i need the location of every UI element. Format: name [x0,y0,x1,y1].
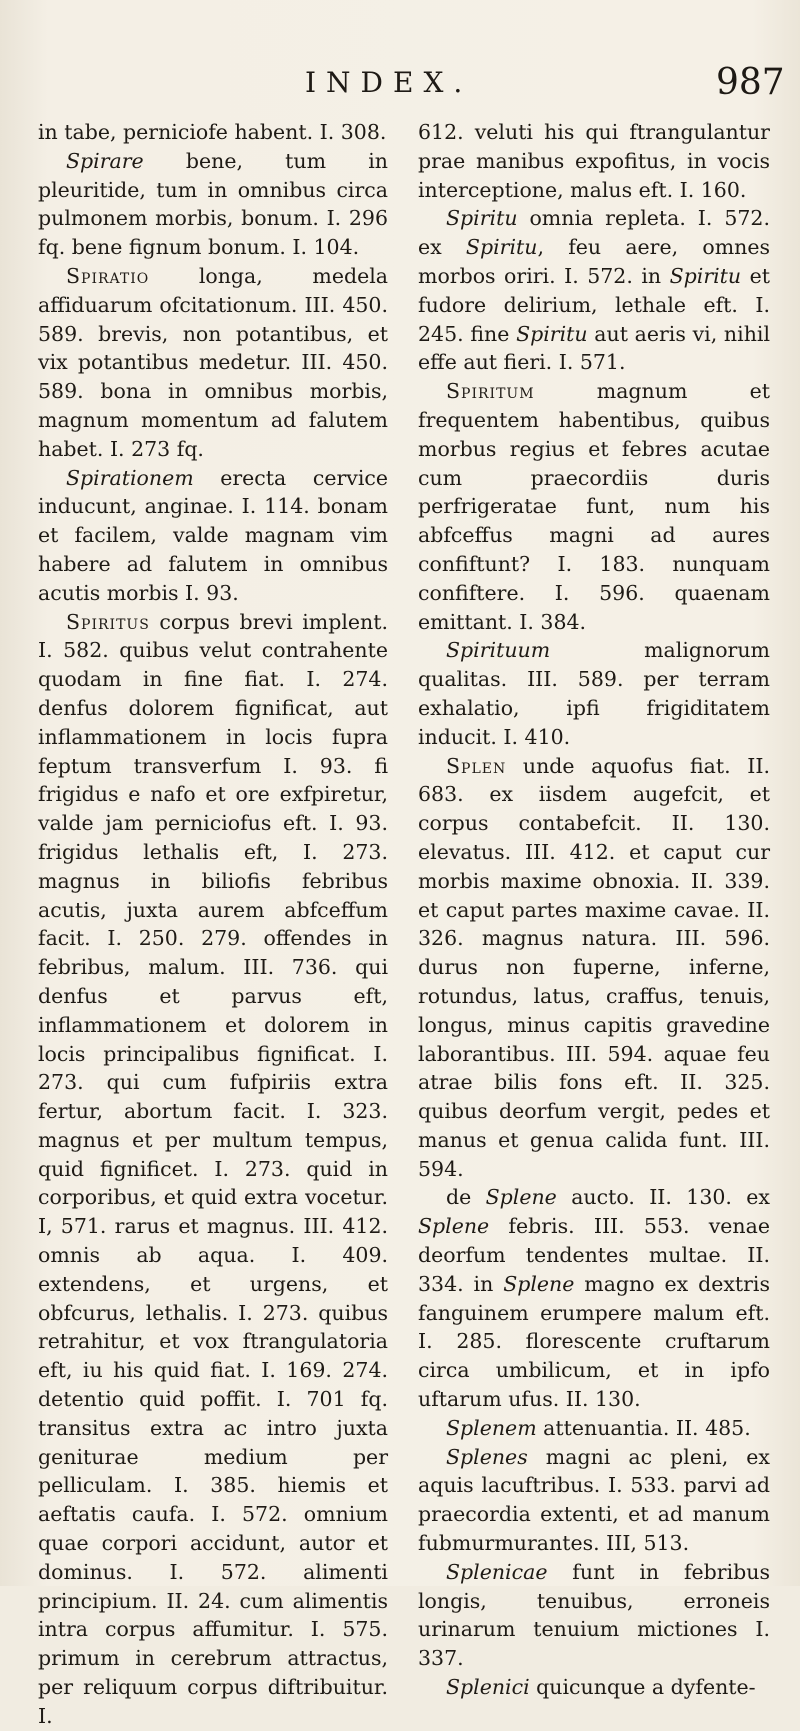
index-entry [38,608,388,1731]
headword-italic: Spiritu [516,321,588,346]
headword-italic: Splenem [446,1415,537,1440]
headword-smallcaps: Spiritum [446,379,535,404]
entry-text: longa, medela affiduarum ofcitationum. III. 450. 589. brevis, non potantibus, et vix potantibus medetur. III. 450. 589. bona in omnibus morbis, magnum momentum ad falutem habet. I. 273 fq. [38,263,388,461]
index-entry [418,1443,770,1558]
index-entry [418,377,770,636]
running-title: INDEX. [305,66,473,99]
index-entry [418,1558,770,1673]
index-column-right [418,118,770,1702]
entry-text: magnum et frequentem habentibus, quibus morbus regius et febres acutae cum praecordiis duris perfrigeratae funt, num his abfceffus magni ad aures confiftunt? I. 183. nunquam confiftere. I. 596. quaenam emittant. I. 384. [418,379,770,634]
page-header [0,62,800,112]
entry-text: et fudore delirium, lethale eft. I. 245. fine [418,263,770,346]
index-entry [38,147,388,262]
entry-text: bene, tum in pleuritide, tum in omnibus circa pulmonem morbis, bonum. I. 296 fq. bene fignum bonum. I. 104. [38,148,388,260]
entry-text: unde aquofus fiat. II. 683. ex iisdem augefcit, et corpus contabefcit. II. 130. elevatus. III. 412. et caput cur morbis maxime obnoxia. II. 339. et caput partes maxime cavae. II. 326. magnus natura. III. 596. durus non fuperne, inferne, rotundus, latus, craffus, tenuis, longus, minus capitis gravedine laborantibus. III. 594. aquae feu atrae bilis fons eft. II. 325. quibus deorfum vergit, pedes et manus et genua calida funt. III. 594. [418,753,770,1181]
headword-italic: Spiritu [669,263,742,288]
index-entry [418,204,770,377]
headword-italic: Splene [418,1214,490,1239]
entry-text: quicunque a dyfente- [529,1675,756,1700]
headword-italic: Splene [503,1271,575,1296]
headword-smallcaps: Spiritus [66,609,150,634]
entry-text: magno ex dextris fanguinem erumpere malum eft. I. 285. florescente cruftarum circa umbilicum, et in ipfo uftarum ufus. II. 130. [418,1271,770,1412]
entry-text: attenuantia. II. 485. [536,1415,751,1440]
headword-italic: Spirationem [66,465,194,490]
entry-text: aucto. II. 130. ex [556,1185,770,1210]
index-entry [418,752,770,1184]
headword-italic: Splenes [446,1444,528,1469]
page-number: 987 [716,62,785,103]
index-entry [38,464,388,608]
index-entry [418,636,770,751]
index-entry [418,118,770,204]
entry-text: funt in febribus longis, tenuibus, erroneis urinarum tenuium mictiones I. 337. [418,1559,770,1671]
entry-text: 612. veluti his qui ftrangulantur prae manibus expofitus, in vocis interceptione, malus eft. I. 160. [418,120,770,202]
entry-text: magni ac pleni, ex aquis lacuftribus. I. 533. parvi ad praecordia extenti, et ad manum fubmurmurantes. III, 513. [418,1444,770,1556]
headword-italic: Spirare [66,148,144,173]
entry-text: corpus brevi implent. I. 582. quibus velut contrahente quodam in fine fiat. I. 274. denfus dolorem fignificat, aut inflammationem in locis fupra feptum transverfum I. 93. fi frigidus e nafo et ore exfpiretur, valde jam perniciofus eft. I. 93. frigidus lethalis eft, I. 273. magnus in biliofis febribus acutis, juxta aurem abfceffum facit. I. 250. 279. offendes in febribus, malum. III. 736. qui denfus et parvus eft, inflammationem et dolorem in locis principalibus fignificat. I. 273. qui cum fufpiriis extra fertur, abortum facit. I. 323. magnus et per multum tempus, quid fignificet. I. 273. quid in corporibus, et quid extra vocetur. I, 571. rarus et magnus. III. 412. omnis ab aqua. I. 409. extendens, et urgens, et obfcurus, lethalis. I. 273. quibus retrahitur, et vox ftrangulatoria eft, iu his quid fiat. I. 169. 274. detentio quid poffit. I. 701 fq. transitus extra ac intro juxta geniturae medium per pelliculam. I. 385. hiemis et aeftatis caufa. I. 572. omnium quae corpori accidunt, autor et dominus. I. 572. alimenti principium. II. 24. cum alimentis intra corpus affumitur. I. 575. primum in cerebrum attractus, per reliquum corpus diftribuitur. I. [38,609,388,1728]
index-entry [38,118,388,147]
entry-text: aut aeris vi, nihil effe aut fieri. I. 571. [418,321,771,375]
entry-text: in tabe, perniciofe habent. I. 308. [38,120,387,144]
entry-text: omnia repleta. I. 572. ex [418,206,770,260]
headword-italic: Spirituum [446,638,551,663]
entry-text: erecta cervice inducunt, anginae. I. 114. bonam et facilem, valde magnam vim habere ad falutem in omnibus acutis morbis I. 93. [38,465,388,605]
index-entry [418,1183,770,1413]
headword-italic: Splenicae [446,1559,548,1584]
entry-text: , feu aere, omnes morbos oriri. I. 572. in [418,235,770,288]
index-entry [418,1673,770,1702]
headword-smallcaps: Spiratio [66,263,150,288]
entry-text: malignorum qualitas. III. 589. per terram exhalatio, ipfi frigiditatem inducit. I. 410. [418,638,770,749]
headword-italic: Splene [485,1185,557,1210]
headword-italic: Spiritu [465,235,538,260]
index-entry [418,1414,770,1443]
index-entry [38,262,388,464]
headword-smallcaps: Splen [446,753,507,778]
entry-text: febris. III. 553. venae deorfum tendentes multae. II. 334. in [418,1214,770,1296]
headword-italic: Splenici [446,1675,530,1700]
entry-text: de [446,1185,486,1210]
index-column-left [38,118,388,1731]
headword-italic: Spiritu [446,206,518,231]
